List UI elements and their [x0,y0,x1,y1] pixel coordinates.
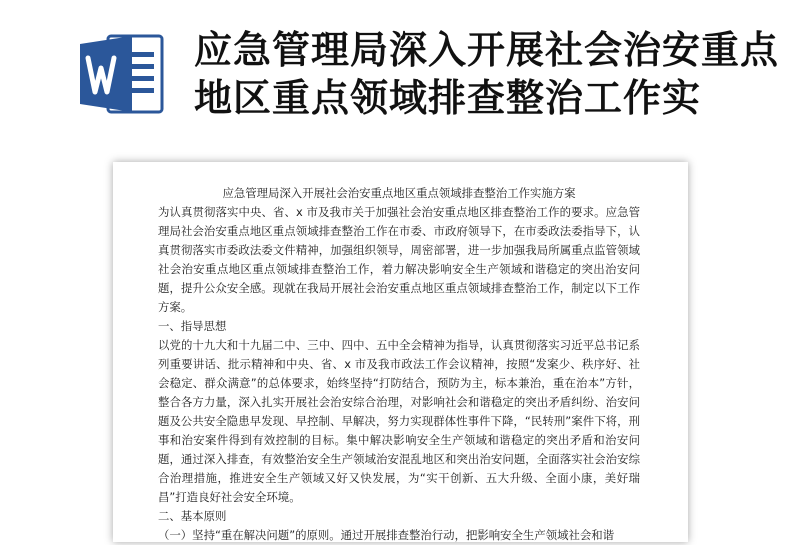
section-paragraph: 以党的十九大和十九届二中、三中、四中、五中全会精神为指导，认真贯彻落实习近平总书记系列重要讲话、批示精神和中央、省、x 市及我市政法工作会议精神，按照“发案少、秩序好、社会稳定、群众满意”的总体要求，始终坚持“打防结合，预防为主，标本兼治，重在治本”方针，整合各方力量，深入扎实开展社会治安综合治理，对影响社会和谐稳定的突出矛盾纠纷、治安问题及公共安全隐患早发现、早控制、早解决，努力实现群体性事件下降，“民转刑”案件下将，刑事和治安案件得到有效控制的目标。集中解决影响安全生产领域和谐稳定的突出矛盾和治安问题，通过深入排查，有效整治安全生产领域治安混乱地区和突出治安问题，全面落实社会治安综合治理措施，推进安全生产领域又好又快发展，为“实干创新、五大升级、全面小康，美好瑞昌”打造良好社会安全环境。 [158,338,640,504]
document-page [113,162,688,542]
intro-paragraph: 为认真贯彻落实中央、省、x 市及我市关于加强社会治安重点地区排查整治工作的要求。应急管理局社会治安重点地区重点领域排查整治工作在市委、市政府领导下，在市委政法委指导下，认真贯彻落实市委政法委文件精神，加强组织领导，周密部署，进一步加强我局所属重点监管领域社会治安重点地区重点领域排查整治工作，着力解决影响安全生产领域和谐稳定的突出治安问题，提升公众安全感。现就在我局开展社会治安重点地区重点领域排查整治工作，制定以下工作方案。 [158,205,640,314]
word-icon [78,30,166,118]
section-heading: 一、指导思想 [158,319,227,333]
section-heading: 二、基本原则 [158,509,227,523]
document-title: 应急管理局深入开展社会治安重点地区重点领域排查整治工作实施方案 [222,186,576,200]
header [0,0,800,150]
section-paragraph: （一）坚持“重在解决问题”的原则。通过开展排查整治行动，把影响安全生产领域社会和谐 [158,528,615,542]
page-title: 应急管理局深入开展社会治安重点地区重点领域排查整治工作实 [194,28,780,120]
document-body [158,184,640,545]
